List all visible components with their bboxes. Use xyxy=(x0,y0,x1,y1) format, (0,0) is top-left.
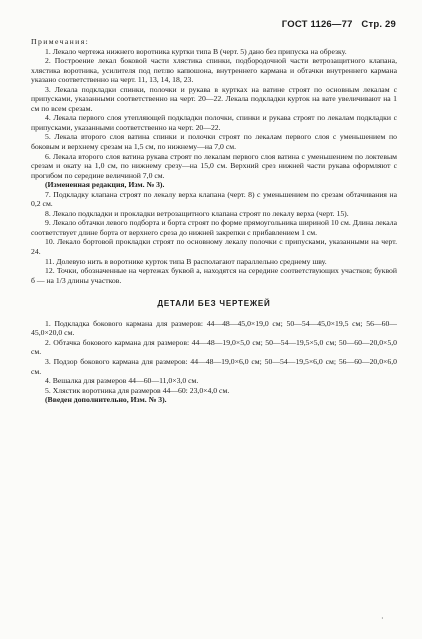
scan-mark: · xyxy=(381,614,384,623)
detail-item: 3. Подзор бокового кармана для размеров: 44—48—19,0×6,0 см; 50—54—19,5×6,0 см; 56—60—20,0×6,0 см. xyxy=(31,356,397,376)
detail-item: 2. Обтачка бокового кармана для размеров: 44—48—19,0×5,0 см; 50—54—19,5×5,0 см; 50—60—20,0×5,0 см. xyxy=(31,337,397,357)
amendment-note: (Введен дополнительно, Изм. № 3). xyxy=(45,395,167,405)
detail-item: 5. Хлястик воротника для размеров 44—60: 23,0×4,0 см. xyxy=(45,385,230,395)
note-item: 9. Лекало обтачки левого подборта и борта строят по форме прямоугольника шириной 10 см. Длина лекала соответствует длине борта от верхнего среза до нижней закрепки с прибавлением 1 см. xyxy=(31,218,397,237)
note-item: 8. Лекало подкладки и прокладки ветрозащитного клапана строят по лекалу верха (черт. 15). xyxy=(45,208,349,218)
page-header xyxy=(282,19,396,30)
note-item: 10. Лекало бортовой прокладки строят по основному лекалу полочки с припусками, указанными на черт. 24. xyxy=(31,237,397,257)
document-body xyxy=(31,37,397,405)
page-number: 29 xyxy=(385,19,396,30)
note-item: 2. Построение лекал боковой части хлястика спинки, подбородочной части ветрозащитного клапана, хлястика воротника, усилителя под петлю капюшона, внутреннего кармана и обтачки внутреннего кармана указано соответственно на черт. 11, 13, 14, 18, 23. xyxy=(31,56,397,85)
note-item: 12. Точки, обозначенные на чертежах буквой а, находятся на середине соответствующих участков; буквой б — на 1/3 длины участков. xyxy=(31,266,397,285)
note-item: 11. Долевую нить в воротнике курток типа В располагают параллельно среднему шву. xyxy=(45,256,327,266)
detail-item: 1. Подкладка бокового кармана для размеров: 44—48—45,0×19,0 см; 50—54—45,0×19,5 см; 56—60—45,0×20,0 см. xyxy=(31,318,397,338)
standard-number: ГОСТ 1126—77 xyxy=(281,19,353,30)
amendment-note: (Измененная редакция, Изм. № 3). xyxy=(45,180,165,190)
note-item: 5. Лекала второго слоя ватина спинки и полочки строят по лекалам первого слоя с уменьшением по боковым и верхнему срезам на 1,5 см, по нижнему—на 7,0 см. xyxy=(31,132,397,152)
note-item: 6. Лекала второго слоя ватина рукава строят по лекалам первого слоя ватина с уменьшением по локтевым срезам и окату на 1,0 см, по нижнему срезу—на 15,0 см. Верхний срез нижней части рукава оформляют с прогибом по середине величиной 7,0 см. xyxy=(31,151,397,180)
note-item: 7. Подкладку клапана строят по лекалу верха клапана (черт. 8) с уменьшением по срезам обтачивания на 0,2 см. xyxy=(31,189,397,209)
notes-title: Примечания: xyxy=(31,37,90,46)
note-item: 1. Лекало чертежа нижнего воротника куртки типа В (черт. 5) дано без припуска на обрезку. xyxy=(45,46,347,56)
note-item: 4. Лекала первого слоя утепляющей подкладки полочки, спинки и рукава строят по лекалам подкладки с припусками, указанными соответственно на черт. 20—22. xyxy=(31,113,397,132)
page-label: Стр. xyxy=(361,19,383,30)
note-item: 3. Лекала подкладки спинки, полочки и рукава в куртках на ватине строят по основным лекалам с припусками, указанными соответственно на черт. 20—22. Лекала подкладки курток на вате увеличивают на 1 см по всем срезам. xyxy=(31,84,397,113)
section-title: ДЕТАЛИ БЕЗ ЧЕРТЕЖЕЙ xyxy=(157,299,271,309)
detail-item: 4. Вешалка для размеров 44—60—11,0×3,0 см. xyxy=(45,376,199,386)
